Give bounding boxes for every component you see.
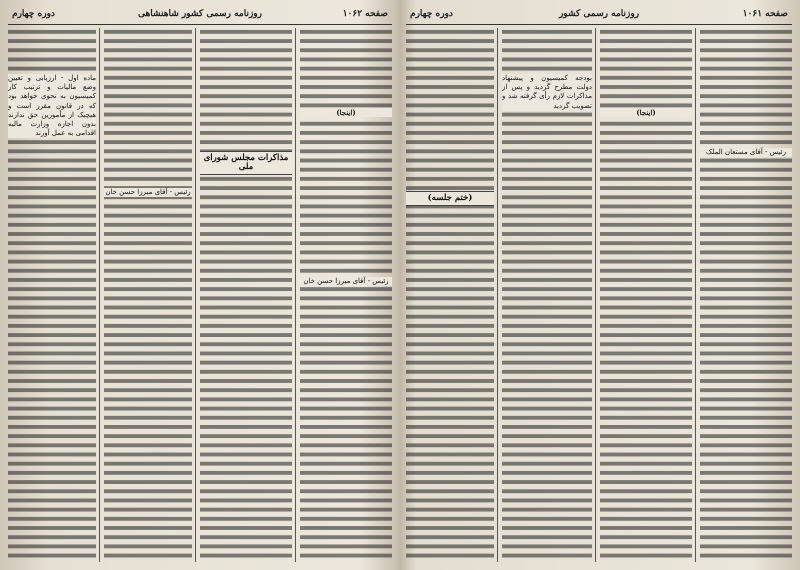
speaker-label: رئیس - آقای مستعان الملک — [700, 148, 792, 157]
section-label: (اینجا) — [600, 108, 692, 117]
closing-heading: (ختم جلسه) — [406, 191, 494, 206]
left-page-header — [8, 6, 392, 25]
right-header-gazette-name: روزنامه رسمی کشور — [558, 9, 640, 19]
text-column — [200, 28, 292, 562]
column-rule — [195, 28, 196, 562]
text-column — [502, 28, 592, 562]
column-rule — [695, 28, 696, 562]
text-column — [300, 28, 392, 562]
article-text: بودجه کمیسیون و پیشنهاد دولت مطرح گردید و پس از مذاکرات لازم رأی گرفته شد و تصویب گردید — [502, 74, 592, 110]
left-header-page-number: صفحه ۱۰۶۲ — [342, 9, 388, 19]
speaker-label: رئیس - آقای میرزا حسن خان — [300, 277, 392, 286]
left-page-columns — [8, 28, 392, 562]
right-header-page-number: صفحه ۱۰۶۱ — [742, 9, 788, 19]
right-page-header — [406, 6, 792, 25]
section-label: (اینجا) — [300, 108, 392, 117]
text-column — [8, 28, 96, 562]
column-rule — [595, 28, 596, 562]
left-header-gazette-name: روزنامه رسمی کشور شاهنشاهی — [138, 9, 262, 19]
column-rule — [497, 28, 498, 562]
text-column — [600, 28, 692, 562]
text-column — [700, 28, 792, 562]
speaker-label: رئیس - آقای میرزا حسن خان — [105, 188, 191, 196]
right-page-columns — [406, 28, 792, 562]
left-page — [8, 6, 392, 562]
text-column — [406, 28, 494, 562]
column-rule — [295, 28, 296, 562]
text-column — [104, 28, 192, 562]
right-header-period: دوره چهارم — [410, 9, 453, 19]
left-header-period: دوره چهارم — [12, 9, 55, 19]
right-page — [406, 6, 792, 562]
section-heading: مذاکرات مجلس شورای ملی — [200, 151, 292, 175]
article-text: ماده اول - ارزیابی و تعیین وضع مالیات و ترتیب کار کمیسیون به نحوی خواهد بود که در قانون مقرر است و هیچیک از مأمورین حق ندارند بدون اجازه وزارت مالیه اقدامی به عمل آورند — [8, 74, 96, 138]
column-rule — [99, 28, 100, 562]
